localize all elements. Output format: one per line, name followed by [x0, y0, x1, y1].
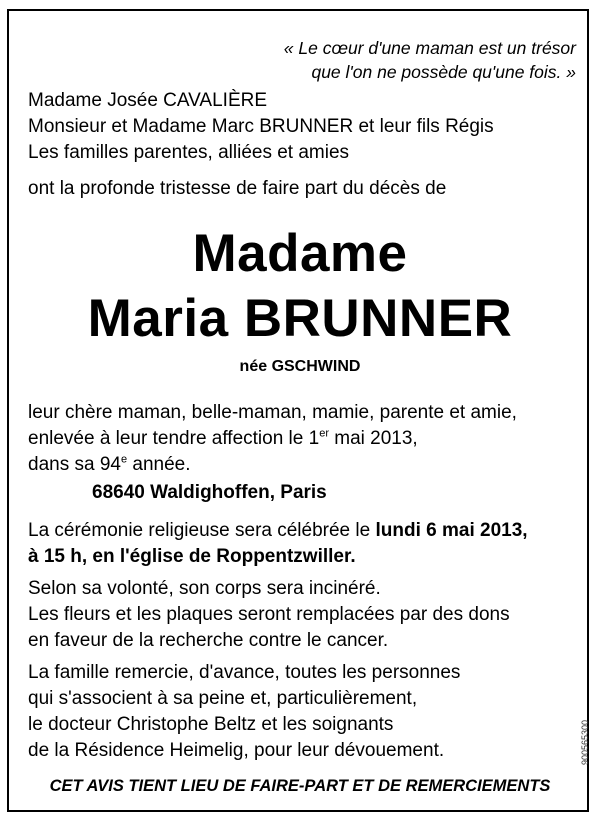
families-list — [28, 88, 494, 166]
family-line: Les familles parentes, alliées et amies — [28, 142, 350, 163]
thanks-line: La famille remercie, d'avance, toutes les personnes — [28, 662, 461, 683]
thanks-paragraph — [28, 660, 460, 764]
ordinal-suffix: e — [120, 453, 128, 466]
description-text: mai 2013, — [328, 428, 418, 449]
ceremony-info — [28, 518, 528, 570]
ceremony-line — [28, 518, 528, 544]
quote-line-1: « Le cœur d'une maman est un trésor — [283, 38, 576, 58]
deceased-title: Madame — [192, 224, 408, 283]
ceremony-text: La cérémonie religieuse sera célébrée le — [28, 520, 376, 541]
deceased-description — [28, 400, 517, 478]
footer-notice: CET AVIS TIENT LIEU DE FAIRE-PART ET DE REMERCIEMENTS — [49, 777, 551, 795]
thanks-line: le docteur Christophe Beltz et les soignants — [28, 714, 394, 735]
description-text: dans sa 94 — [28, 454, 121, 475]
wishes-paragraph — [28, 576, 510, 654]
thanks-line: de la Résidence Heimelig, pour leur dévouement. — [28, 740, 445, 761]
description-text: enlevée à leur tendre affection le 1 — [28, 428, 320, 449]
ceremony-place: à 15 h, en l'église de Roppentzwiller. — [28, 546, 356, 567]
epigraph-quote — [284, 36, 576, 84]
thanks-line: qui s'associent à sa peine et, particulièrement, — [28, 688, 418, 709]
wishes-line: Selon sa volonté, son corps sera incinéré. — [28, 578, 381, 599]
town-location: 68640 Waldighoffen, Paris — [92, 482, 327, 503]
description-line — [28, 426, 517, 452]
wishes-line: Les fleurs et les plaques seront remplacées par des dons — [28, 604, 510, 625]
reference-number: 900565300 — [580, 719, 590, 765]
family-line: Monsieur et Madame Marc BRUNNER et leur fils Régis — [28, 116, 494, 137]
description-text: année. — [127, 454, 191, 475]
description-line: leur chère maman, belle-maman, mamie, parente et amie, — [28, 402, 517, 423]
announcement-intro: ont la profonde tristesse de faire part du décès de — [28, 178, 447, 199]
quote-line-2: que l'on ne possède qu'une fois. » — [311, 62, 576, 82]
maiden-name: née GSCHWIND — [239, 358, 361, 375]
wishes-line: en faveur de la recherche contre le cancer. — [28, 630, 389, 651]
ordinal-suffix: er — [319, 427, 329, 440]
family-line: Madame Josée CAVALIÈRE — [28, 90, 268, 111]
deceased-name: Maria BRUNNER — [87, 289, 513, 348]
description-line — [28, 452, 517, 478]
ceremony-date: lundi 6 mai 2013, — [375, 520, 528, 541]
